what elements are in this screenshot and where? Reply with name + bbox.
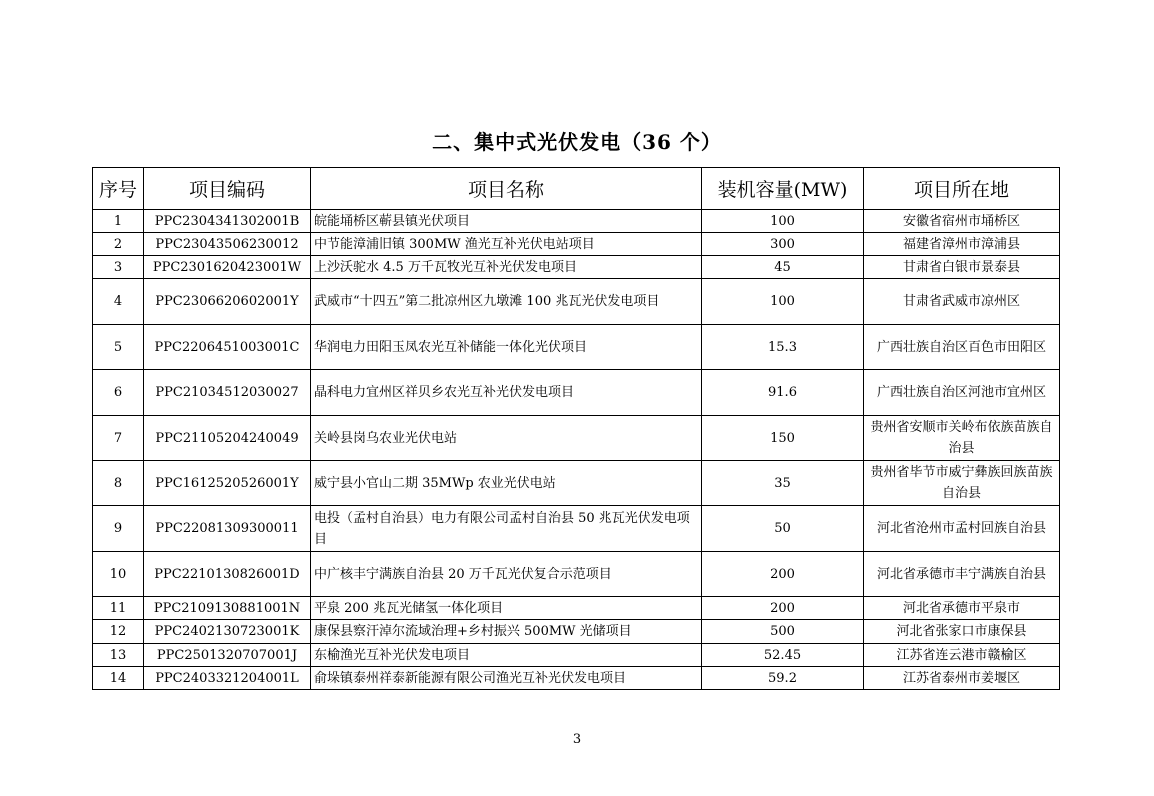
cell-project-code: PPC2501320707001J [144, 644, 311, 667]
cell-project-name: 上沙沃驼水 4.5 万千瓦牧光互补光伏发电项目 [311, 256, 702, 279]
cell-project-code: PPC22081309300011 [144, 506, 311, 552]
cell-capacity: 200 [702, 552, 864, 597]
cell-capacity: 200 [702, 597, 864, 620]
cell-capacity: 100 [702, 279, 864, 325]
cell-capacity: 52.45 [702, 644, 864, 667]
cell-project-name: 东榆渔光互补光伏发电项目 [311, 644, 702, 667]
cell-location: 福建省漳州市漳浦县 [864, 233, 1060, 256]
cell-project-name: 俞垛镇泰州祥泰新能源有限公司渔光互补光伏发电项目 [311, 667, 702, 690]
cell-project-name: 晶科电力宜州区祥贝乡农光互补光伏发电项目 [311, 370, 702, 416]
table-row [93, 461, 1060, 506]
cell-capacity: 59.2 [702, 667, 864, 690]
cell-project-code: PPC1612520526001Y [144, 461, 311, 506]
cell-capacity: 50 [702, 506, 864, 552]
table-row [93, 506, 1060, 552]
table-row [93, 416, 1060, 461]
cell-location: 河北省沧州市孟村回族自治县 [864, 506, 1060, 552]
cell-location: 江苏省连云港市赣榆区 [864, 644, 1060, 667]
cell-serial-number: 4 [93, 279, 144, 325]
table-row [93, 256, 1060, 279]
cell-location: 江苏省泰州市姜堰区 [864, 667, 1060, 690]
cell-project-code: PPC2304341302001B [144, 210, 311, 233]
cell-project-name: 平泉 200 兆瓦光储氢一体化项目 [311, 597, 702, 620]
cell-project-code: PPC2402130723001K [144, 620, 311, 644]
cell-location: 广西壮族自治区河池市宜州区 [864, 370, 1060, 416]
cell-project-code: PPC2403321204001L [144, 667, 311, 690]
cell-project-name: 华润电力田阳玉凤农光互补储能一体化光伏项目 [311, 325, 702, 370]
cell-project-name: 皖能埇桥区蕲县镇光伏项目 [311, 210, 702, 233]
cell-location: 河北省承德市丰宁满族自治县 [864, 552, 1060, 597]
cell-location: 安徽省宿州市埇桥区 [864, 210, 1060, 233]
cell-project-name: 中广核丰宁满族自治县 20 万千瓦光伏复合示范项目 [311, 552, 702, 597]
cell-project-code: PPC21105204240049 [144, 416, 311, 461]
cell-location: 河北省承德市平泉市 [864, 597, 1060, 620]
cell-serial-number: 5 [93, 325, 144, 370]
cell-serial-number: 7 [93, 416, 144, 461]
cell-capacity: 91.6 [702, 370, 864, 416]
table-header-row [93, 168, 1060, 210]
header-project-code: 项目编码 [144, 168, 311, 210]
cell-project-name: 武威市“十四五”第二批凉州区九墩滩 100 兆瓦光伏发电项目 [311, 279, 702, 325]
header-installed-capacity: 装机容量(MW) [702, 168, 864, 210]
cell-project-name: 关岭县岗乌农业光伏电站 [311, 416, 702, 461]
table-row [93, 210, 1060, 233]
table-row [93, 279, 1060, 325]
cell-location: 广西壮族自治区百色市田阳区 [864, 325, 1060, 370]
cell-capacity: 150 [702, 416, 864, 461]
cell-capacity: 15.3 [702, 325, 864, 370]
cell-capacity: 100 [702, 210, 864, 233]
cell-capacity: 300 [702, 233, 864, 256]
cell-serial-number: 13 [93, 644, 144, 667]
cell-project-code: PPC2210130826001D [144, 552, 311, 597]
cell-capacity: 500 [702, 620, 864, 644]
table-row [93, 233, 1060, 256]
cell-serial-number: 9 [93, 506, 144, 552]
cell-serial-number: 8 [93, 461, 144, 506]
header-serial-number: 序号 [93, 168, 144, 210]
cell-location: 贵州省毕节市威宁彝族回族苗族自治县 [864, 461, 1060, 506]
table-row [93, 552, 1060, 597]
cell-capacity: 35 [702, 461, 864, 506]
cell-serial-number: 11 [93, 597, 144, 620]
cell-project-code: PPC2301620423001W [144, 256, 311, 279]
cell-serial-number: 2 [93, 233, 144, 256]
table-row [93, 325, 1060, 370]
cell-location: 贵州省安顺市关岭布依族苗族自治县 [864, 416, 1060, 461]
cell-location: 甘肃省武威市凉州区 [864, 279, 1060, 325]
table-row [93, 667, 1060, 690]
cell-project-name: 电投（孟村自治县）电力有限公司孟村自治县 50 兆瓦光伏发电项目 [311, 506, 702, 552]
cell-location: 河北省张家口市康保县 [864, 620, 1060, 644]
cell-serial-number: 14 [93, 667, 144, 690]
header-project-location: 项目所在地 [864, 168, 1060, 210]
cell-project-code: PPC23043506230012 [144, 233, 311, 256]
header-project-name: 项目名称 [311, 168, 702, 210]
cell-serial-number: 12 [93, 620, 144, 644]
cell-serial-number: 3 [93, 256, 144, 279]
page-number: 3 [572, 732, 582, 747]
table-row [93, 597, 1060, 620]
cell-serial-number: 1 [93, 210, 144, 233]
cell-project-code: PPC2306620602001Y [144, 279, 311, 325]
cell-location: 甘肃省白银市景泰县 [864, 256, 1060, 279]
cell-project-name: 中节能漳浦旧镇 300MW 渔光互补光伏电站项目 [311, 233, 702, 256]
table-row [93, 370, 1060, 416]
cell-project-code: PPC2109130881001N [144, 597, 311, 620]
cell-project-code: PPC2206451003001C [144, 325, 311, 370]
cell-project-code: PPC21034512030027 [144, 370, 311, 416]
cell-capacity: 45 [702, 256, 864, 279]
table-row [93, 620, 1060, 644]
table-row [93, 644, 1060, 667]
section-title: 二、集中式光伏发电（36 个） [432, 130, 722, 154]
cell-project-name: 康保县察汗淖尔流域治理+乡村振兴 500MW 光储项目 [311, 620, 702, 644]
cell-serial-number: 10 [93, 552, 144, 597]
cell-serial-number: 6 [93, 370, 144, 416]
cell-project-name: 威宁县小官山二期 35MWp 农业光伏电站 [311, 461, 702, 506]
project-table [92, 167, 1060, 690]
